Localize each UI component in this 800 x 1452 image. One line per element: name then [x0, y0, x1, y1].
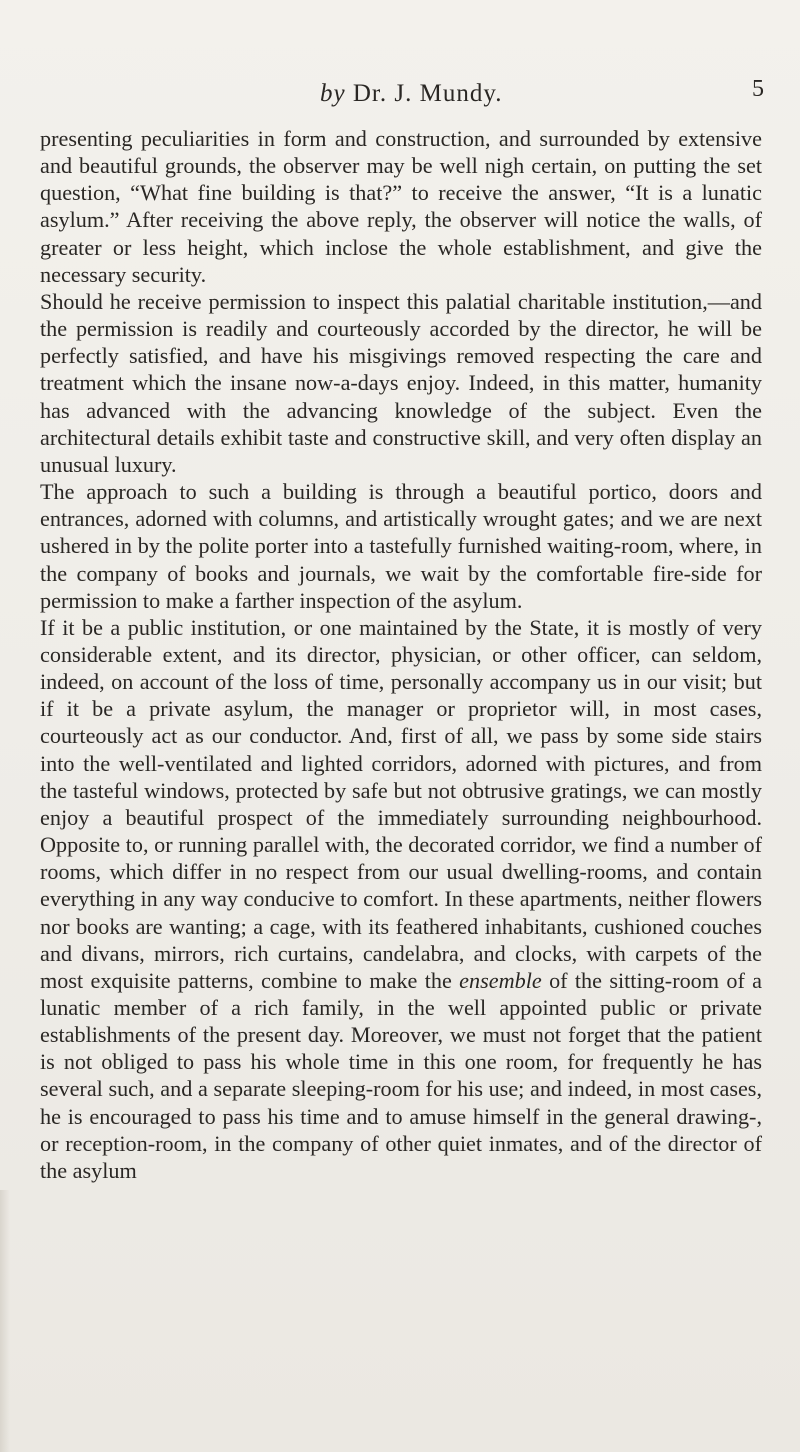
running-title-author: Dr. J. Mundy.: [352, 80, 503, 107]
running-title-by: by: [320, 80, 346, 107]
body-text: [40, 125, 762, 1184]
paragraph-4-text: If it be a public institution, or one maintained by the State, it is mostly of very considerable extent, and its director, physician, or other officer, can seldom, indeed, on account of the loss of time, personally accompany us in our visit; but if it be a private asylum, the manager or proprietor will, in most cases, courteously act as our conductor. And, first of all, we pass by some side stairs into the well-ventilated and lighted corridors, adorned with pictures, and from the tasteful windows, protected by safe but not obtrusive gratings, we can mostly enjoy a beautiful prospect of the immediately surrounding neighbourhood. Opposite to, or running parallel with, the decorated corridor, we find a number of rooms, which differ in no respect from our usual dwelling-rooms, and contain everything in any way conducive to comfort. In these apartments, neither flowers nor books are wanting; a cage, with its feathered inhabitants, cushioned couches and divans, mirrors, rich curtains, candelabra, and clocks, with carpets of the most exquisite patterns, combine to make the: [40, 614, 762, 993]
paragraph-4: [40, 614, 762, 1184]
paragraph-2: Should he receive permission to inspect this palatial charitable institution,—and the permission is readily and courteously accorded by the director, he will be perfectly satisfied, and have his misgivings removed respecting the care and treatment which the insane now-a-days enjoy. Indeed, in this matter, humanity has advanced with the advancing knowledge of the subject. Even the architectural details exhibit taste and constructive skill, and very often display an unusual luxury.: [40, 288, 762, 477]
paragraph-1: presenting peculiarities in form and construction, and surrounded by extensive and beautiful grounds, the observer may be well nigh certain, on putting the set question, “What fine building is that?” to receive the answer, “It is a lunatic asylum.” After receiving the above reply, the observer will notice the walls, of greater or less height, which inclose the whole establishment, and give the necessary security.: [40, 126, 762, 287]
page-number: 5: [752, 76, 764, 102]
running-title: [320, 80, 502, 108]
paragraph-4-tail: of the sitting-room of a lunatic member of a rich family, in the well appointed public or private establishments of the present day. Moreover, we must not forget that the patient is not obliged to pass his whole time in this one room, for frequently he has several such, and a separate sleeping-room for his use; and indeed, in most cases, he is encouraged to pass his time and to amuse himself in the general drawing-, or reception-room, in the company of other quiet inmates, and of the director of the asylum: [40, 967, 763, 1183]
paragraph-3: The approach to such a building is through a beautiful portico, doors and entrances, adorned with columns, and artistically wrought gates; and we are next ushered in by the polite porter into a tastefully furnished waiting-room, where, in the company of books and journals, we wait by the comfortable fire-side for permission to make a farther inspection of the asylum.: [40, 479, 762, 613]
running-head: [0, 76, 800, 120]
page-edge-shadow: [0, 1190, 10, 1452]
italic-ensemble: ensemble: [459, 967, 542, 993]
